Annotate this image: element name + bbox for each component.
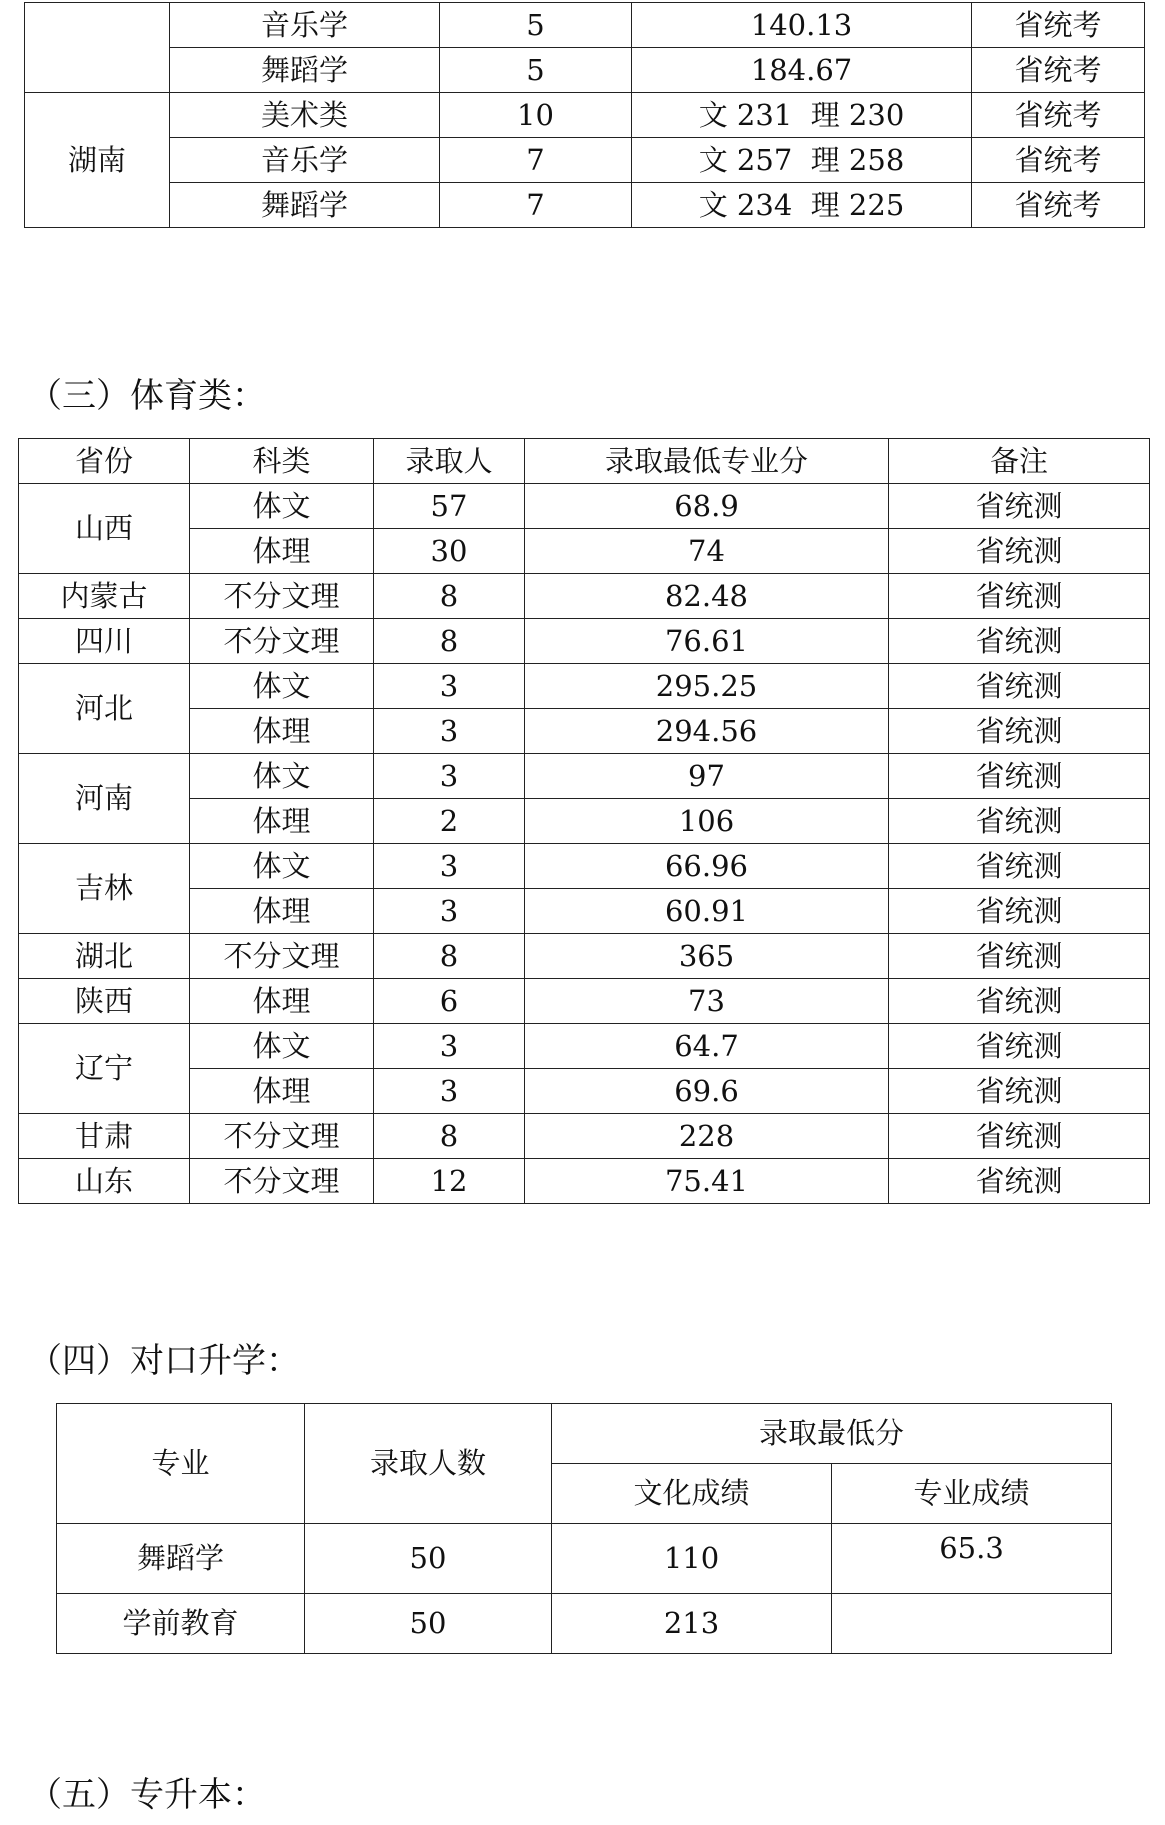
table-row	[19, 844, 1150, 889]
table-row	[25, 138, 1145, 183]
count-cell: 3	[374, 664, 525, 709]
note-cell: 省统考	[972, 3, 1145, 48]
count-header: 录取人数	[305, 1404, 552, 1524]
count-cell: 12	[374, 1159, 525, 1204]
province-cell	[25, 3, 170, 93]
score-cell: 294.56	[525, 709, 889, 754]
score-cell: 76.61	[525, 619, 889, 664]
count-cell: 3	[374, 844, 525, 889]
count-cell: 3	[374, 754, 525, 799]
category-cell: 体文	[190, 484, 374, 529]
count-cell: 50	[305, 1524, 552, 1594]
score-cell: 228	[525, 1114, 889, 1159]
culture-score-header: 文化成绩	[552, 1464, 832, 1524]
sports-admission-table	[18, 438, 1150, 1204]
province-cell: 山东	[19, 1159, 190, 1204]
note-cell: 省统测	[889, 799, 1150, 844]
count-cell: 30	[374, 529, 525, 574]
category-cell: 不分文理	[190, 574, 374, 619]
table-row	[25, 93, 1145, 138]
note-cell: 省统测	[889, 1069, 1150, 1114]
major-header: 专业	[57, 1404, 305, 1524]
subject-cell: 舞蹈学	[170, 183, 440, 228]
table-row	[19, 1114, 1150, 1159]
column-header: 录取最低专业分	[525, 439, 889, 484]
count-cell: 8	[374, 619, 525, 664]
score-cell: 74	[525, 529, 889, 574]
column-header: 录取人	[374, 439, 525, 484]
score-cell: 140.13	[632, 3, 972, 48]
table-row	[19, 754, 1150, 799]
table-row	[19, 979, 1150, 1024]
province-cell: 辽宁	[19, 1024, 190, 1114]
table-header-row	[57, 1404, 1112, 1464]
count-cell: 3	[374, 1069, 525, 1114]
section5-heading: （五）专升本：	[28, 1775, 266, 1815]
category-cell: 不分文理	[190, 934, 374, 979]
column-header: 省份	[19, 439, 190, 484]
count-cell: 5	[440, 48, 632, 93]
table-row	[19, 574, 1150, 619]
province-cell: 吉林	[19, 844, 190, 934]
category-cell: 体理	[190, 979, 374, 1024]
score-cell: 106	[525, 799, 889, 844]
count-cell: 5	[440, 3, 632, 48]
count-cell: 10	[440, 93, 632, 138]
table-row	[19, 664, 1150, 709]
category-cell: 体理	[190, 889, 374, 934]
note-cell: 省统测	[889, 889, 1150, 934]
note-cell: 省统测	[889, 574, 1150, 619]
score-cell: 73	[525, 979, 889, 1024]
note-cell: 省统测	[889, 1114, 1150, 1159]
category-cell: 体文	[190, 844, 374, 889]
category-cell: 不分文理	[190, 619, 374, 664]
note-cell: 省统测	[889, 664, 1150, 709]
note-cell: 省统考	[972, 183, 1145, 228]
culture-score-cell: 110	[552, 1524, 832, 1594]
column-header: 科类	[190, 439, 374, 484]
note-cell: 省统考	[972, 138, 1145, 183]
score-cell: 69.6	[525, 1069, 889, 1114]
province-cell: 湖南	[25, 93, 170, 228]
note-cell: 省统测	[889, 754, 1150, 799]
count-cell: 7	[440, 138, 632, 183]
count-cell: 3	[374, 889, 525, 934]
table-row	[25, 183, 1145, 228]
province-cell: 陕西	[19, 979, 190, 1024]
note-cell: 省统测	[889, 1159, 1150, 1204]
sports-table-body	[19, 484, 1150, 1204]
count-cell: 8	[374, 934, 525, 979]
section3-heading: （三）体育类：	[28, 376, 266, 416]
note-cell: 省统考	[972, 93, 1145, 138]
table-header-row	[19, 439, 1150, 484]
score-cell: 97	[525, 754, 889, 799]
score-cell: 64.7	[525, 1024, 889, 1069]
table-row	[57, 1524, 1112, 1594]
table-row	[57, 1594, 1112, 1654]
count-cell: 6	[374, 979, 525, 1024]
score-cell: 文 257 理 258	[632, 138, 972, 183]
subject-cell: 舞蹈学	[170, 48, 440, 93]
note-cell: 省统测	[889, 709, 1150, 754]
score-cell: 82.48	[525, 574, 889, 619]
professional-score-cell	[832, 1594, 1112, 1654]
category-cell: 体理	[190, 799, 374, 844]
category-cell: 体文	[190, 754, 374, 799]
note-cell: 省统测	[889, 1024, 1150, 1069]
table-row	[25, 3, 1145, 48]
subject-cell: 音乐学	[170, 3, 440, 48]
score-cell: 68.9	[525, 484, 889, 529]
vocational-admission-table	[56, 1403, 1112, 1654]
count-cell: 8	[374, 574, 525, 619]
min-score-header: 录取最低分	[552, 1404, 1112, 1464]
province-cell: 四川	[19, 619, 190, 664]
note-cell: 省统测	[889, 484, 1150, 529]
score-cell: 60.91	[525, 889, 889, 934]
note-cell: 省统测	[889, 529, 1150, 574]
subject-cell: 美术类	[170, 93, 440, 138]
section4-heading: （四）对口升学：	[28, 1341, 300, 1381]
province-cell: 山西	[19, 484, 190, 574]
professional-score-header: 专业成绩	[832, 1464, 1112, 1524]
score-cell: 295.25	[525, 664, 889, 709]
category-cell: 体文	[190, 1024, 374, 1069]
category-cell: 体文	[190, 664, 374, 709]
count-cell: 7	[440, 183, 632, 228]
count-cell: 2	[374, 799, 525, 844]
column-header: 备注	[889, 439, 1150, 484]
professional-score-cell: 65.3	[832, 1524, 1112, 1594]
count-cell: 50	[305, 1594, 552, 1654]
table-row	[25, 48, 1145, 93]
count-cell: 8	[374, 1114, 525, 1159]
province-cell: 湖北	[19, 934, 190, 979]
note-cell: 省统测	[889, 979, 1150, 1024]
category-cell: 不分文理	[190, 1159, 374, 1204]
province-cell: 甘肃	[19, 1114, 190, 1159]
table-row	[19, 934, 1150, 979]
category-cell: 体理	[190, 529, 374, 574]
score-cell: 66.96	[525, 844, 889, 889]
subject-cell: 音乐学	[170, 138, 440, 183]
province-cell: 河南	[19, 754, 190, 844]
count-cell: 57	[374, 484, 525, 529]
art-admission-table	[24, 2, 1145, 228]
score-cell: 文 234 理 225	[632, 183, 972, 228]
category-cell: 体理	[190, 709, 374, 754]
table-row	[19, 619, 1150, 664]
table-row	[19, 484, 1150, 529]
note-cell: 省统测	[889, 844, 1150, 889]
score-cell: 75.41	[525, 1159, 889, 1204]
major-cell: 舞蹈学	[57, 1524, 305, 1594]
count-cell: 3	[374, 709, 525, 754]
count-cell: 3	[374, 1024, 525, 1069]
note-cell: 省统测	[889, 934, 1150, 979]
table-row	[19, 1159, 1150, 1204]
score-cell: 365	[525, 934, 889, 979]
score-cell: 文 231 理 230	[632, 93, 972, 138]
note-cell: 省统考	[972, 48, 1145, 93]
table-row	[19, 1024, 1150, 1069]
category-cell: 不分文理	[190, 1114, 374, 1159]
major-cell: 学前教育	[57, 1594, 305, 1654]
culture-score-cell: 213	[552, 1594, 832, 1654]
category-cell: 体理	[190, 1069, 374, 1114]
province-cell: 河北	[19, 664, 190, 754]
note-cell: 省统测	[889, 619, 1150, 664]
score-cell: 184.67	[632, 48, 972, 93]
province-cell: 内蒙古	[19, 574, 190, 619]
